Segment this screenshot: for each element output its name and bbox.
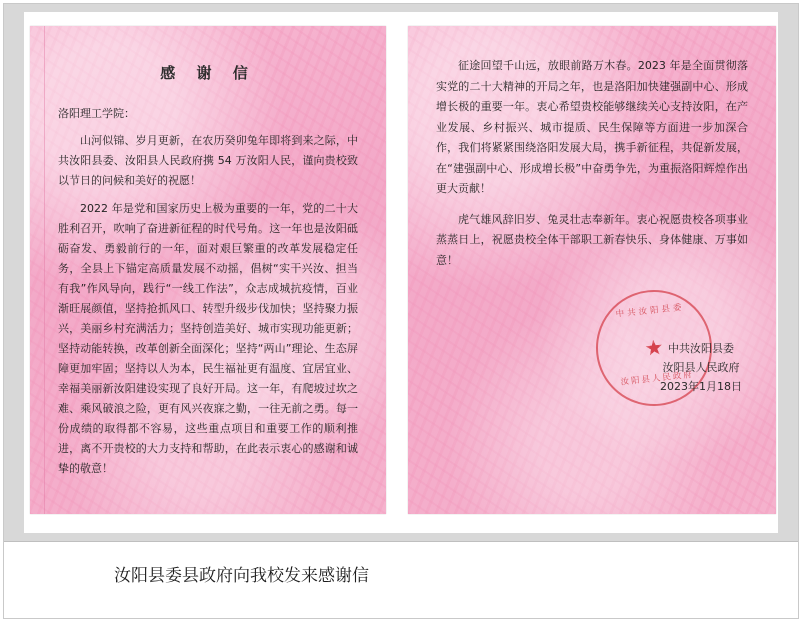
- caption-divider: [4, 541, 798, 542]
- seal-bottom-text: 汝阳县人民政府: [620, 370, 695, 388]
- photo-area: [4, 4, 798, 541]
- letter-page-right: [408, 26, 776, 514]
- letter-paragraph: 山河似锦、岁月更新，在农历癸卯兔年即将到来之际，中共汝阳县委、汝阳县人民政府携 54 万汝阳人民，谨向贵校致以节日的问候和美好的祝愿！: [58, 134, 358, 187]
- letter-paragraph: 征途回望千山远，放眼前路万木春。2023 年是全面贯彻落实党的二十大精神的开局之年，也是洛阳加快建强副中心、形成增长极的重要一年。衷心希望贵校能够继续关心支持汝阳，在产业发展、乡村振兴、城市提质、民生保障等方面进一步加深合作，我们将紧紧围绕洛阳发展大局，携手新征程，共促新发展，在“建强副中心、形成增长极”中奋勇争先，为重振洛阳辉煌作出更大贡献！: [436, 59, 748, 195]
- letter-paragraph: 2022 年是党和国家历史上极为重要的一年，党的二十大胜利召开，吹响了奋进新征程的时代号角。这一年也是汝阳砥砺奋发、勇毅前行的一年，面对艰巨繁重的改革发展稳定任务，全县上下锚定高质量发展不动摇，倡树“实干兴汝、担当有我”作风导向，践行“一线工作法”，众志成城抗疫情，百业渐旺展颜值，坚持抢抓风口、转型升级步伐加快；坚持聚力振兴，美丽乡村充满活力；坚持创造美好、城市实现功能更新；坚持动能转换，改革创新全面深化；坚持“两山”理论、生态屏障更加牢固；坚持以人为本，民生福祉更有温度、宜居宜业、幸福美丽新汝阳建设实现了良好开局。这一年，有爬坡过坎之难、乘风破浪之险，更有风兴夜寐之勤，一往无前之勇。每一份成绩的取得都不容易，这些重点项目和重要工作的顺利推进，离不开贵校的大力支持和帮助，在此表示衷心的感谢和诚挚的敬意！: [58, 202, 358, 475]
- signature-block: [660, 339, 742, 396]
- letter-paragraph: 虎气雄风辞旧岁、兔灵壮志奉新年。衷心祝愿贵校各项事业蒸蒸日上，祝愿贵校全体干部职工新春快乐、身体健康、万事如意！: [436, 212, 748, 267]
- letter-salutation: 洛阳理工学院：: [58, 107, 135, 120]
- seal-top-text: 中共汝阳县委: [615, 302, 685, 320]
- caption-text: 汝阳县委县政府向我校发来感谢信: [114, 566, 369, 586]
- letter-title: 感 谢 信: [160, 64, 256, 82]
- letter-left-content: [30, 26, 386, 514]
- letter-right-content: [408, 26, 776, 514]
- letter-page-left: [30, 26, 386, 514]
- signature-org-line2: 汝阳县人民政府: [662, 361, 740, 374]
- signature-date: 2023年1月18日: [660, 380, 742, 393]
- signature-org-line1: 中共汝阳县委: [668, 342, 734, 355]
- caption-bar: [4, 541, 798, 618]
